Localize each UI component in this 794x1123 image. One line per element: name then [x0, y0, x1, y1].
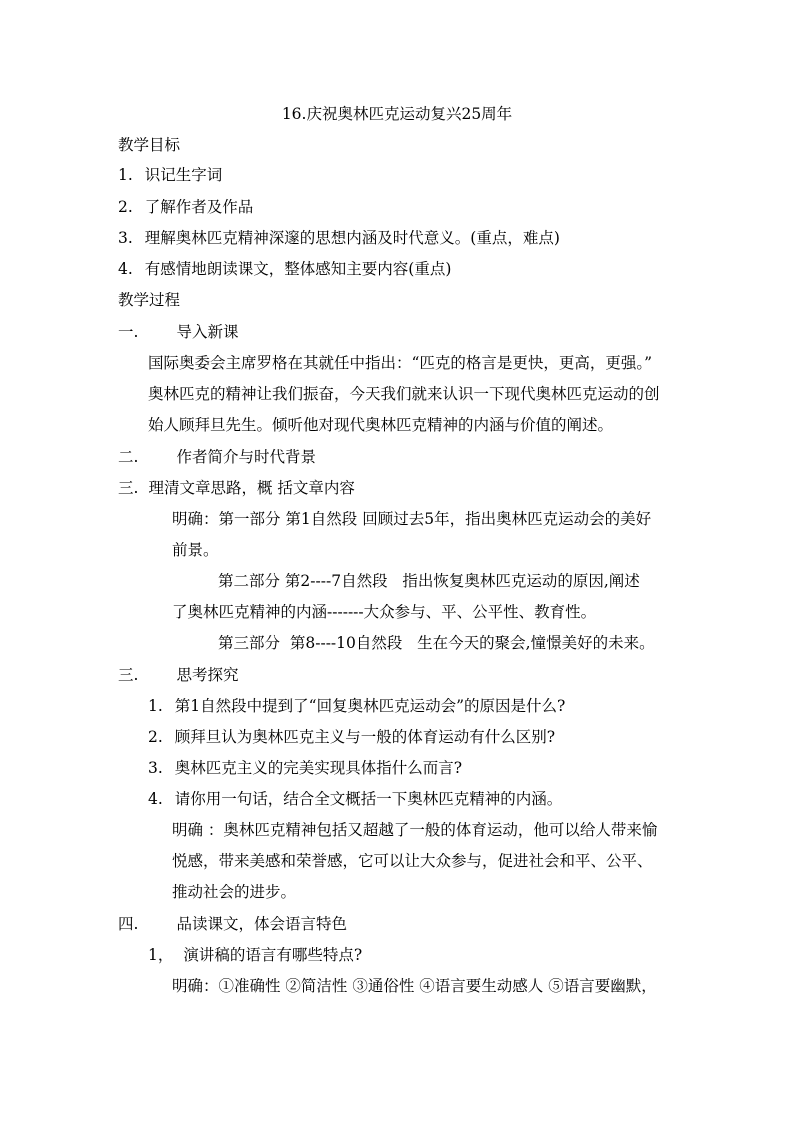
goal-text: 有感情地朗读课文，整体感知主要内容(重点)	[144, 260, 452, 278]
question-item	[148, 945, 362, 965]
section-title: 品读课文，体会语言特色	[176, 915, 347, 933]
question-item	[148, 727, 555, 747]
paragraph-line: 第三部分 第8----10自然段 生在今天的聚会,憧憬美好的未来。	[218, 634, 655, 652]
section-heading	[118, 914, 347, 934]
paragraph-line: 始人顾拜旦先生。倾听他对现代奥林匹克精神的内涵与价值的阐述。	[148, 416, 614, 434]
goal-num: 1.	[118, 166, 133, 184]
section-num: 三.	[118, 479, 139, 497]
section-heading	[118, 447, 316, 467]
goal-item	[118, 228, 560, 248]
question-item	[148, 789, 562, 809]
section-num: 三.	[118, 666, 139, 684]
section-title: 作者简介与时代背景	[176, 448, 316, 466]
question-num: 4.	[148, 790, 163, 808]
question-num: 1，	[148, 946, 174, 964]
question-num: 1.	[148, 697, 163, 715]
goals-heading: 教学目标	[118, 136, 181, 154]
question-num: 2.	[148, 728, 163, 746]
paragraph-line: 国际奥委会主席罗格在其就任中指出：“匹克的格言是更快，更高，更强。”	[148, 354, 653, 372]
answer-line: 明确 ：奥林匹克精神包括又超越了一般的体育运动，他可以给人带来愉	[172, 821, 658, 839]
goal-text: 识记生字词	[144, 166, 223, 184]
question-num: 3.	[148, 759, 163, 777]
goal-num: 2.	[118, 198, 133, 216]
question-text: 第1自然段中提到了“回复奥林匹克运动会”的原因是什么?	[174, 697, 566, 715]
process-heading: 教学过程	[118, 291, 181, 309]
answer-line: 推动社会的进步。	[172, 883, 297, 901]
goal-num: 4.	[118, 260, 133, 278]
answer-line: 明确：①准确性 ②简洁性 ③通俗性 ④语言要生动感人 ⑤语言要幽默，	[172, 977, 657, 995]
paragraph-line: 了奥林匹克精神的内涵-------大众参与、平、公平性、教育性。	[172, 603, 597, 621]
paragraph-line: 明确：第一部分 第1自然段 回顾过去5年，指出奥林匹克运动会的美好	[172, 510, 652, 528]
answer-line: 悦感，带来美感和荣誉感，它可以让大众参与，促进社会和平、公平、	[172, 852, 653, 870]
question-item	[148, 696, 565, 716]
question-item	[148, 758, 462, 778]
section-title: 思考探究	[176, 666, 239, 684]
doc-title: 16.庆祝奥林匹克运动复兴25周年	[281, 105, 513, 123]
section-num: 四.	[118, 915, 139, 933]
goal-item	[118, 259, 451, 279]
section-num: 一.	[118, 323, 139, 341]
section-title: 导入新课	[176, 323, 239, 341]
question-text: 演讲稿的语言有哪些特点?	[183, 946, 363, 964]
goal-text: 理解奥林匹克精神深邃的思想内涵及时代意义。(重点，难点)	[144, 229, 560, 247]
section-num: 二.	[118, 448, 139, 466]
goal-num: 3.	[118, 229, 133, 247]
section-title: 理清文章思路，概 括文章内容	[148, 479, 355, 497]
goal-item	[118, 197, 253, 217]
paragraph-line: 第二部分 第2----7自然段 指出恢复奥林匹克运动的原因,阐述	[218, 572, 640, 590]
question-text: 请你用一句话，结合全文概括一下奥林匹克精神的内涵。	[174, 790, 563, 808]
goal-text: 了解作者及作品	[144, 198, 254, 216]
paragraph-line: 前景。	[172, 541, 219, 559]
section-heading	[118, 665, 238, 685]
section-heading	[118, 478, 355, 498]
paragraph-line: 奥林匹克的精神让我们振奋，今天我们就来认识一下现代奥林匹克运动的创	[148, 385, 660, 403]
goal-item	[118, 165, 222, 185]
section-heading	[118, 322, 238, 342]
question-text: 顾拜旦认为奥林匹克主义与一般的体育运动有什么区别?	[174, 728, 556, 746]
question-text: 奥林匹克主义的完美实现具体指什么而言?	[174, 759, 463, 777]
